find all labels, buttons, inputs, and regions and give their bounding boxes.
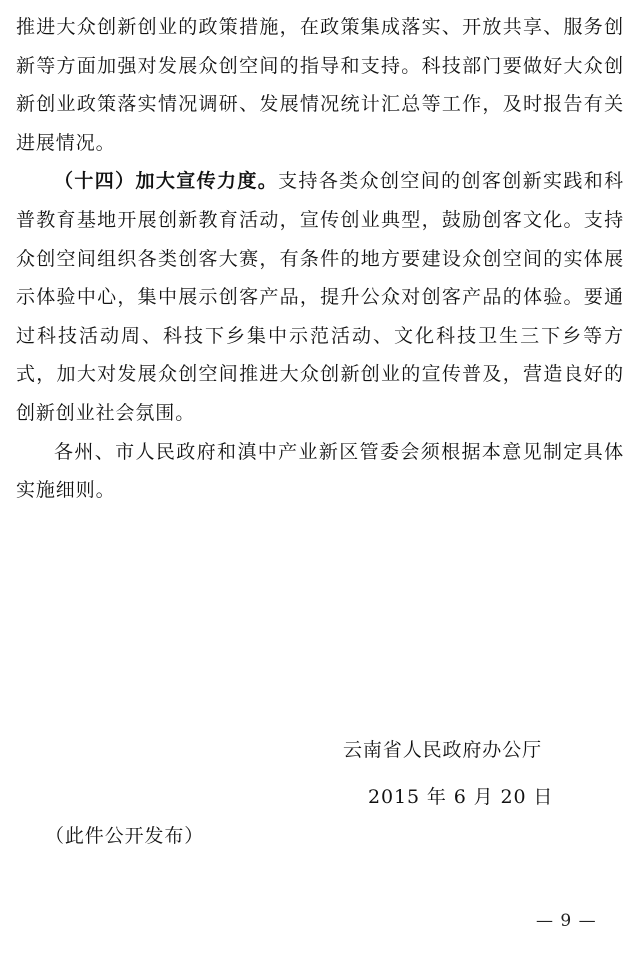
issuing-organization: 云南省人民政府办公厅 — [343, 739, 543, 761]
paragraph-policy-support: 推进大众创新创业的政策措施，在政策集成落实、开放共享、服务创新等方面加强对发展众创空间的指导和支持。科技部门要做好大众创新创业政策落实情况调研、发展情况统计汇总等工作，及时报告有关进展情况。 — [16, 16, 624, 154]
publication-note: （此件公开发布） — [45, 825, 205, 847]
page-number: — 9 — — [536, 911, 597, 931]
document-body — [16, 8, 624, 510]
issue-date: 2015 年 6 月 20 日 — [368, 786, 554, 808]
paragraph-publicity-body: 支持各类众创空间的创客创新实践和科普教育基地开展创新教育活动，宣传创业典型，鼓励创客文化。支持众创空间组织各类创客大赛，有条件的地方要建设众创空间的实体展示体验中心，集中展示创客产品，提升公众对创客产品的体验。要通过科技活动周、科技下乡集中示范活动、文化科技卫生三下乡等方式，加大对发展众创空间推进大众创新创业的宣传普及，营造良好的创新创业社会氛围。 — [16, 170, 624, 424]
section-heading-publicity: （十四）加大宣传力度。 — [54, 170, 279, 193]
paragraph-publicity — [16, 162, 624, 432]
paragraph-implementation: 各州、市人民政府和滇中产业新区管委会须根据本意见制定具体实施细则。 — [16, 440, 624, 502]
